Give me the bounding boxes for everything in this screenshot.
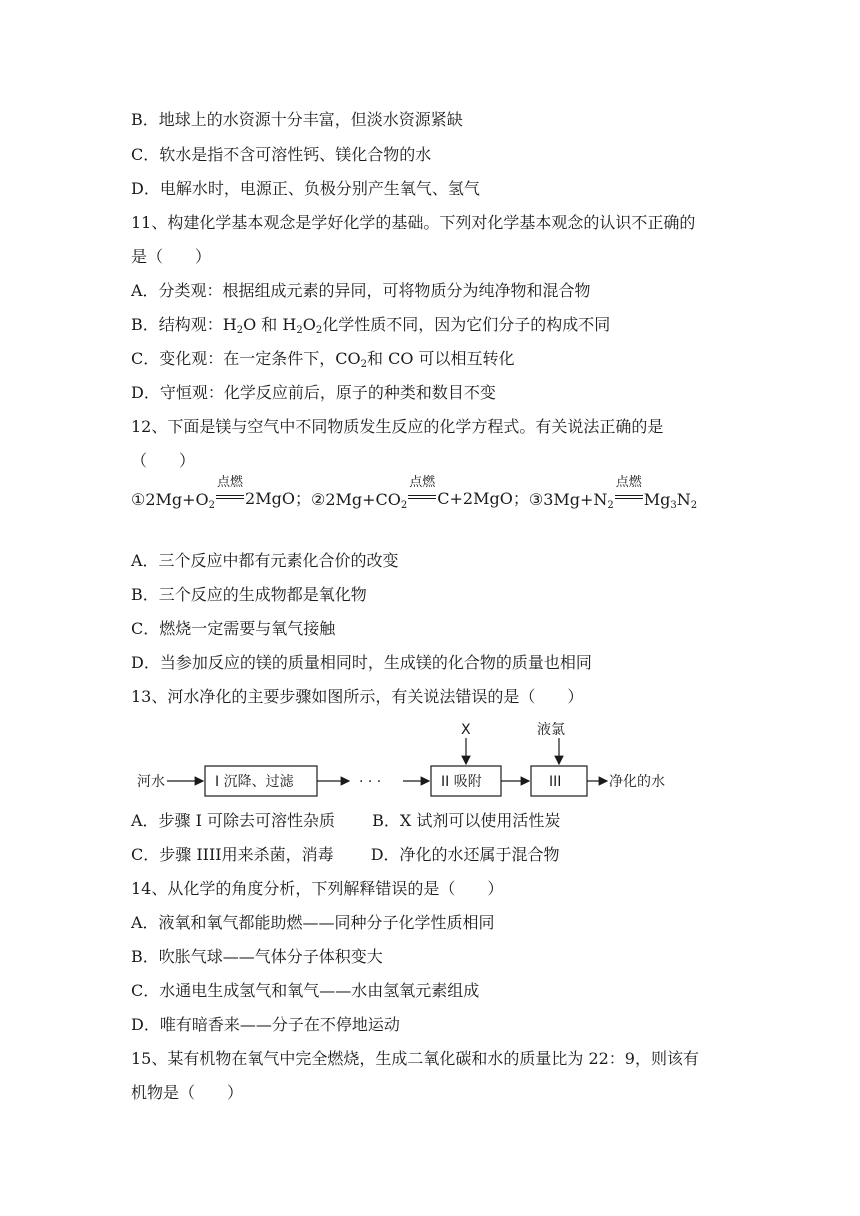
q11c-sub: 2: [360, 359, 367, 370]
q11-stem-line1: 11、构建化学基本观念是学好化学的基础。下列对化学基本观念的认识不正确的: [131, 213, 696, 232]
q10-option-c: C．软水是指不含可溶性钙、镁化合物的水: [131, 145, 432, 164]
water-purification-diagram: [131, 720, 691, 802]
q15-stem-line1: 15、某有机物在氧气中完全燃烧，生成二氧化碳和水的质量比为 22：9，则该有: [131, 1049, 699, 1068]
q11c-post: 和 CO 可以相互转化: [366, 349, 515, 368]
q11b-sub1: 2: [236, 325, 244, 336]
q11b-post: 化学性质不同，因为它们分子的构成不同: [322, 315, 611, 334]
input-label: 河水: [137, 774, 165, 790]
q13-options-cd: C．步骤 IIII用来杀菌，消毒 D．净化的水还属于混合物: [131, 845, 560, 864]
q10-option-b: B．地球上的水资源十分丰富，但淡水资源紧缺: [131, 110, 463, 129]
q12-option-c: C．燃烧一定需要与氧气接触: [131, 619, 336, 638]
q14-stem: 14、从化学的角度分析，下列解释错误的是（ ）: [131, 879, 504, 898]
eq1-right: 2MgO；: [245, 489, 311, 508]
step1-label: I 沉降、过滤: [215, 774, 294, 790]
q11-option-a: A．分类观：根据组成元素的异同，可将物质分为纯净物和混合物: [131, 281, 591, 300]
q15-stem-line2: 机物是（ ）: [131, 1083, 244, 1102]
q12-equations: [131, 475, 698, 526]
q14-option-d: D．唯有暗香来——分子在不停地运动: [131, 1015, 400, 1034]
q12-stem-line1: 12、下面是镁与空气中不同物质发生反应的化学方程式。有关说法正确的是: [131, 417, 664, 436]
eq1-left: $①2Mg+O_2$: [131, 490, 216, 511]
q14-option-c: C．水通电生成氢气和氧气——水由氢氧元素组成: [131, 981, 480, 1000]
eq3-left: $③3Mg+N_2$: [528, 490, 614, 511]
eq2-condition: 点燃: [408, 489, 436, 509]
q12-stem-line2: （ ）: [131, 451, 196, 470]
q11-option-d: D．守恒观：化学反应前后，原子的种类和数目不变: [131, 383, 496, 402]
eq3-right: $Mg_3N_2$: [643, 490, 698, 511]
q11-stem-line2: 是（ ）: [131, 247, 212, 266]
q11c-pre: C．变化观：在一定条件下，CO: [131, 349, 361, 368]
eq3-condition: 点燃: [615, 489, 643, 509]
eq2-left: $②2Mg+CO_2$: [310, 490, 408, 511]
q12-option-b: B．三个反应的生成物都是氧化物: [131, 585, 367, 604]
step3-label: III: [549, 774, 562, 790]
dots: · · ·: [359, 774, 382, 790]
q14-option-b: B．吹胀气球——气体分子体积变大: [131, 947, 383, 966]
q13-options-ab: A．步骤 I 可除去可溶性杂质 B．X 试剂可以使用活性炭: [131, 811, 561, 830]
q11b-mid: O 和 H: [243, 315, 297, 334]
q14-option-a: A．液氧和氧气都能助燃——同种分子化学性质相同: [131, 913, 495, 932]
q13-stem: 13、河水净化的主要步骤如图所示，有关说法错误的是（ ）: [131, 687, 584, 706]
output-label: 净化的水: [609, 774, 665, 790]
eq1-condition: 点燃: [216, 489, 244, 509]
reagent-cl-label: 液氯: [537, 722, 565, 738]
q11-option-c: [131, 349, 515, 369]
reagent-x-label: X: [461, 722, 471, 738]
q12-option-a: A．三个反应中都有元素化合价的改变: [131, 551, 399, 570]
q11b-pre: B．结构观：H: [131, 315, 237, 334]
eq2-right: C+2MgO；: [437, 489, 529, 508]
q10-option-d: D．电解水时，电源正、负极分别产生氧气、氢气: [131, 179, 480, 198]
step2-label: II 吸附: [441, 774, 482, 790]
q11b-sub2: 2: [296, 325, 303, 336]
q11-option-b: [131, 315, 610, 335]
q11b-o: O: [302, 315, 316, 334]
q11b-sub3: 2: [315, 325, 323, 336]
q12-option-d: D．当参加反应的镁的质量相同时，生成镁的化合物的质量也相同: [131, 653, 592, 672]
